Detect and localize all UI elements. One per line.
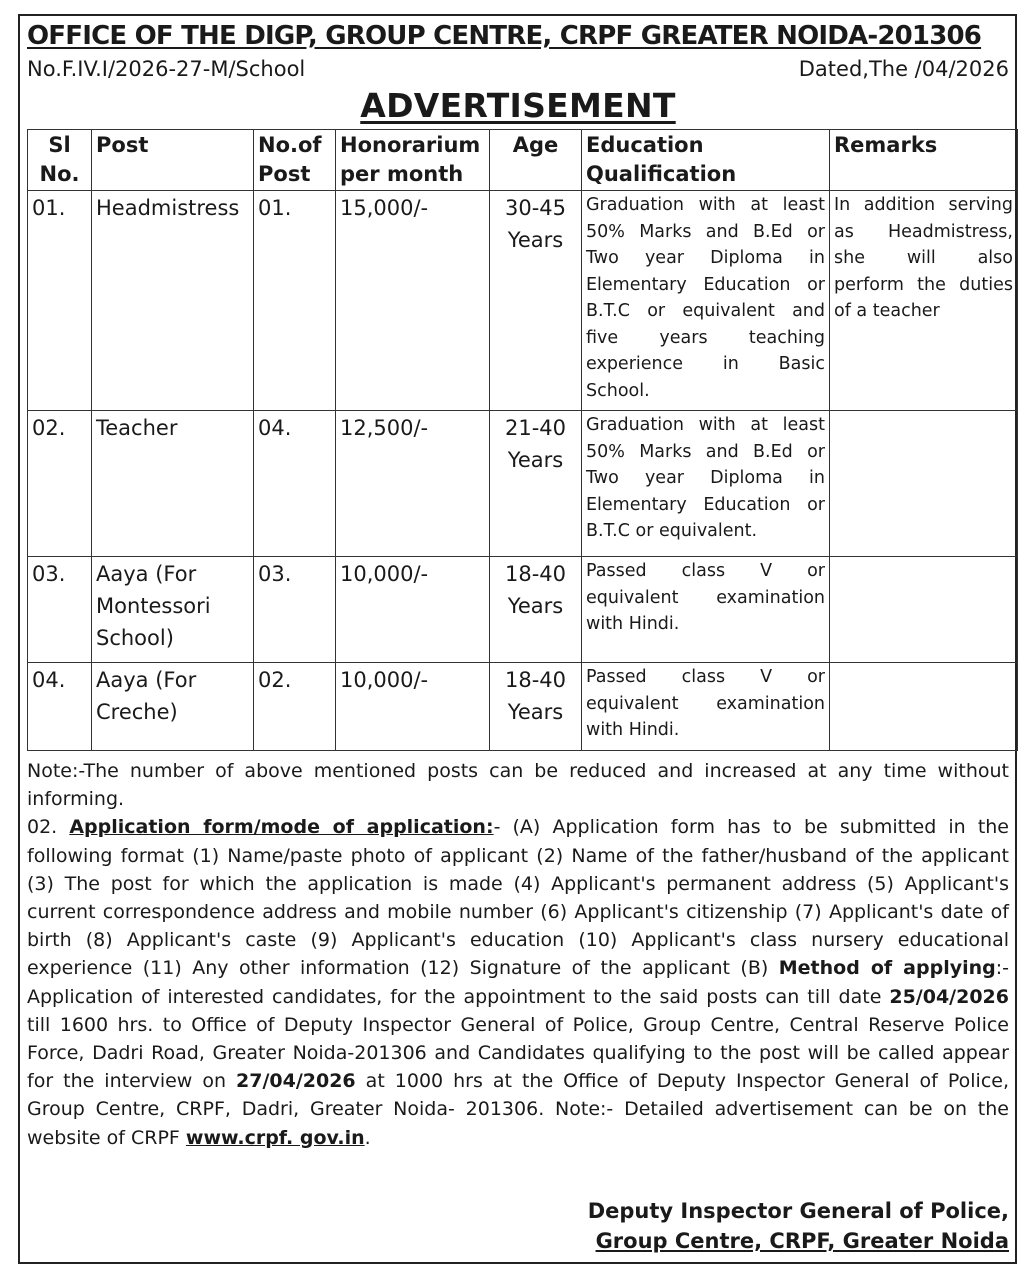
header-education: Education Qualification <box>582 130 830 191</box>
row-count: 03. <box>254 557 336 663</box>
row-remarks <box>830 663 1018 751</box>
table-row <box>28 411 1018 557</box>
application-paragraph <box>27 813 1009 1151</box>
header-no-of-post: No.of Post <box>254 130 336 191</box>
signature-line-1: Deputy Inspector General of Police, <box>587 1199 1009 1223</box>
row-sl: 02. <box>28 411 92 557</box>
row-honorarium: 10,000/- <box>336 663 490 751</box>
row-education: Graduation with at least 50% Marks and B.Ed or Two year Diploma in Elementary Education or B.T.C or equivalent. <box>582 411 830 557</box>
application-text-a: - (A) Application form has to be submitted in the following format (1) Name/paste photo of applicant (2) Name of the father/husband of the applicant (3) The post for which the application is made (4) Applicant's permanent address (5) Applicant's current correspondence address and mobile number (6) Applicant's citizenship (7) Applicant's date of birth (8) Applicant's caste (9) Applicant's education (10) Applicant's class nursery educational experience (11) Any other information (12) Signature of the applicant (B) <box>27 816 1010 980</box>
row-age: 30-45 Years <box>490 191 582 411</box>
application-text-d: at 1000 hrs at the Office of Deputy Inspector General of Police, Group Centre, CRPF, Dadri, Greater Noida- 201306. Note:- Detailed advertisement can be on the website of CRPF <box>27 1070 1009 1149</box>
row-age: 18-40 Years <box>490 663 582 751</box>
signature-line-2: Group Centre, CRPF, Greater Noida <box>595 1229 1009 1253</box>
application-text-b: :- Application of interested candidates, for the appointment to the said posts can till date <box>27 957 1010 1008</box>
header-post: Post <box>92 130 254 191</box>
last-date: 25/04/2026 <box>889 985 1009 1008</box>
application-text-c: till 1600 hrs. to Office of Deputy Inspector General of Police, Group Centre, Central Reserve Police Force, Dadri Road, Greater Noida-201306 and Candidates qualifying to the post will be called appear for the interview on <box>27 1013 1009 1093</box>
header-age: Age <box>490 130 582 191</box>
posts-table <box>27 129 1018 751</box>
row-remarks <box>830 557 1018 663</box>
row-count: 04. <box>254 411 336 557</box>
row-post: Aaya (For Montessori School) <box>92 557 254 663</box>
paragraph-end: . <box>364 1126 371 1149</box>
row-sl: 04. <box>28 663 92 751</box>
header-sl-no: Sl No. <box>28 130 92 191</box>
row-education: Passed class V or equivalent examination with Hindi. <box>582 557 830 663</box>
row-count: 02. <box>254 663 336 751</box>
signature-block <box>588 1196 1009 1256</box>
reference-number: No.F.IV.I/2026-27-M/School <box>27 57 306 81</box>
row-honorarium: 15,000/- <box>336 191 490 411</box>
row-post: Teacher <box>92 411 254 557</box>
row-age: 18-40 Years <box>490 557 582 663</box>
row-education: Graduation with at least 50% Marks and B.Ed or Two year Diploma in Elementary Education or B.T.C or equivalent and five years teaching experience in Basic School. <box>582 191 830 411</box>
website-link[interactable]: www.crpf. gov.in <box>185 1126 365 1149</box>
office-title: OFFICE OF THE DIGP, GROUP CENTRE, CRPF GREATER NOIDA-201306 <box>27 21 982 51</box>
row-honorarium: 12,500/- <box>336 411 490 557</box>
row-remarks <box>830 411 1018 557</box>
table-header-row <box>28 130 1018 191</box>
row-sl: 03. <box>28 557 92 663</box>
row-count: 01. <box>254 191 336 411</box>
table-row <box>28 557 1018 663</box>
row-age: 21-40 Years <box>490 411 582 557</box>
advertisement-sheet <box>18 14 1017 1264</box>
row-honorarium: 10,000/- <box>336 557 490 663</box>
row-sl: 01. <box>28 191 92 411</box>
row-post: Aaya (For Creche) <box>92 663 254 751</box>
date-line: Dated,The /04/2026 <box>798 57 1009 81</box>
advertisement-heading: ADVERTISEMENT <box>360 86 676 125</box>
method-of-applying-label: Method of applying <box>778 957 996 980</box>
header-remarks: Remarks <box>830 130 1018 191</box>
row-post: Headmistress <box>92 191 254 411</box>
posts-note: Note:-The number of above mentioned posts can be reduced and increased at any time without informing. <box>27 760 1009 811</box>
table-row <box>28 191 1018 411</box>
application-heading: Application form/mode of application: <box>69 816 494 839</box>
row-education: Passed class V or equivalent examination with Hindi. <box>582 663 830 751</box>
paragraph-number: 02. <box>27 816 58 839</box>
interview-date: 27/04/2026 <box>236 1070 356 1093</box>
header-honorarium: Honorarium per month <box>336 130 490 191</box>
table-row <box>28 663 1018 751</box>
row-remarks: In addition serving as Headmistress, she will also perform the duties of a teacher <box>830 191 1018 411</box>
reference-row <box>27 54 1009 84</box>
